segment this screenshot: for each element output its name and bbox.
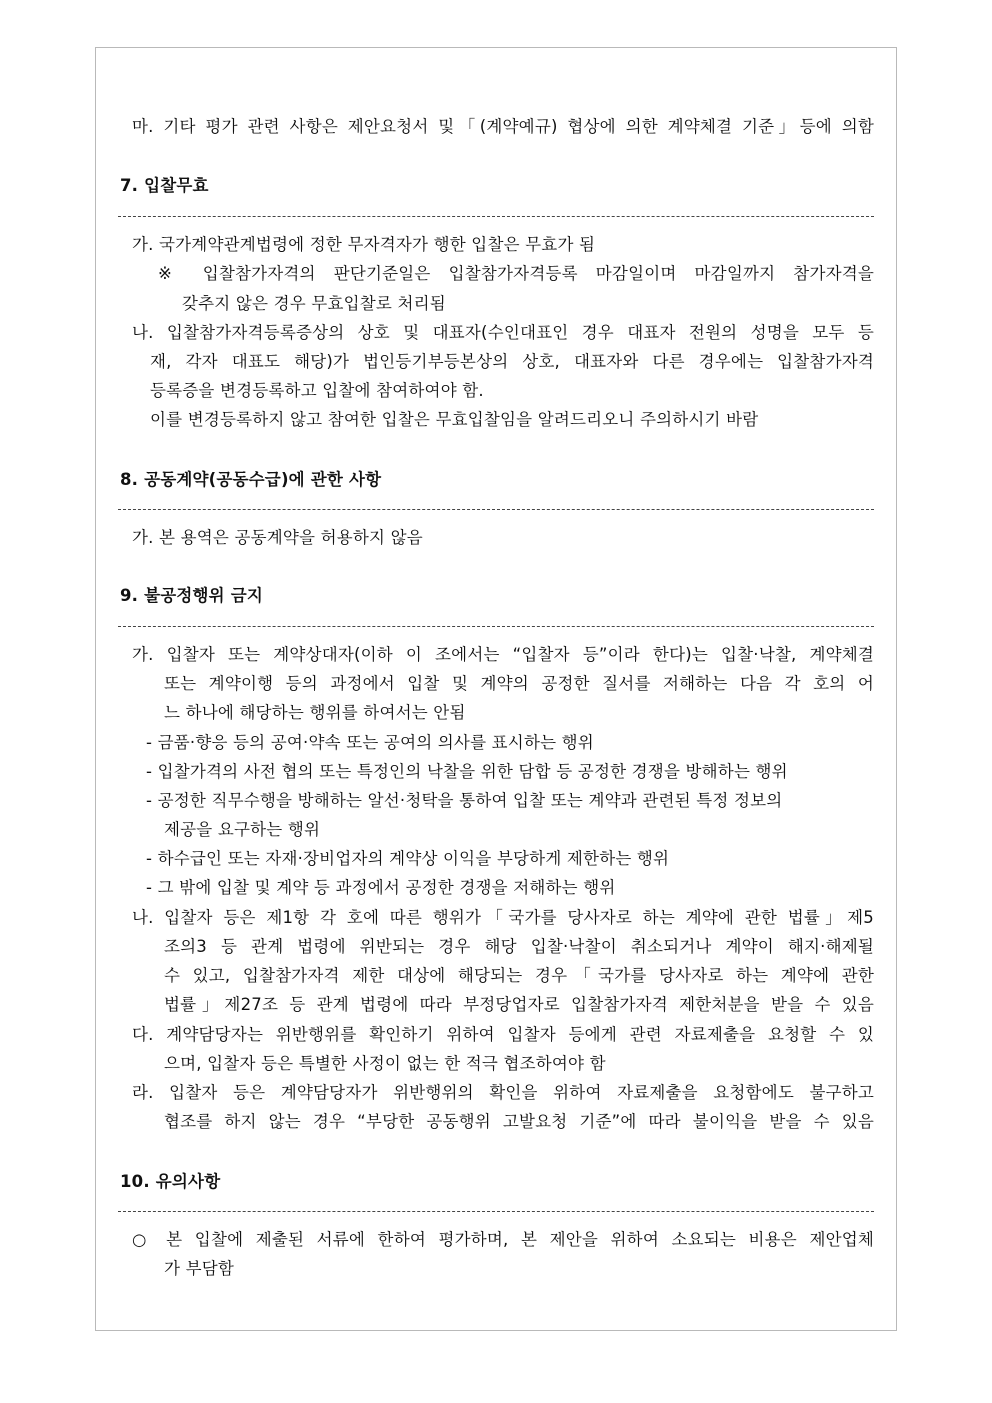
section9-item-na-line4: 법률」제27조 등 관계 법령에 따라 부정당업자로 입찰참가자격 제한처분을 받을 수 있음 [164, 995, 874, 1014]
section10-item-line2: 가 부담함 [164, 1259, 235, 1278]
section10-divider [118, 1211, 874, 1212]
section9-bullet-5: - 그 밖에 입찰 및 계약 등 과정에서 공정한 경쟁을 저해하는 행위 [146, 878, 616, 897]
section9-bullet-2: - 입찰가격의 사전 협의 또는 특정인의 낙찰을 위한 담합 등 공정한 경쟁을 방해하는 행위 [146, 762, 788, 781]
section8-heading: 8. 공동계약(공동수급)에 관한 사항 [120, 470, 382, 489]
section9-divider [118, 626, 874, 627]
item-ma: 마. 기타 평가 관련 사항은 제안요청서 및「(계약예규) 협상에 의한 계약체결 기준」등에 의함 [132, 117, 874, 136]
section9-bullet-3-line2: 제공을 요구하는 행위 [164, 820, 321, 839]
section7-item-na-line2: 재, 각자 대표도 해당)가 법인등기부등본상의 상호, 대표자와 다른 경우에는 입찰참가자격 [150, 352, 874, 371]
section9-item-da-line2: 으며, 입찰자 등은 특별한 사정이 없는 한 적극 협조하여야 함 [164, 1054, 606, 1073]
section8-item-ga: 가. 본 용역은 공동계약을 허용하지 않음 [132, 528, 423, 547]
section7-item-ga: 가. 국가계약관계법령에 정한 무자격자가 행한 입찰은 무효가 됨 [132, 235, 596, 254]
section8-divider [118, 509, 874, 510]
section10-heading: 10. 유의사항 [120, 1172, 221, 1191]
section9-item-ra-line2: 협조를 하지 않는 경우 “부당한 공동행위 고발요청 기준”에 따라 불이익을 받을 수 있음 [164, 1112, 874, 1131]
section7-heading: 7. 입찰무효 [120, 176, 209, 195]
section9-heading: 9. 불공정행위 금지 [120, 586, 264, 605]
section9-bullet-1: - 금품·향응 등의 공여·약속 또는 공여의 의사를 표시하는 행위 [146, 733, 594, 752]
section7-item-na-line4: 이를 변경등록하지 않고 참여한 입찰은 무효입찰임을 알려드리오니 주의하시기 바람 [150, 410, 759, 429]
section9-item-na-line2: 조의3 등 관계 법령에 위반되는 경우 해당 입찰·낙찰이 취소되거나 계약이 해지·해제될 [164, 937, 874, 956]
section7-item-na-line1: 나. 입찰참가자격등록증상의 상호 및 대표자(수인대표인 경우 대표자 전원의 성명을 모두 등 [132, 323, 874, 342]
section9-item-ra-line1: 라. 입찰자 등은 계약담당자가 위반행위의 확인을 위하여 자료제출을 요청함에도 불구하고 [132, 1083, 874, 1102]
document-page [95, 47, 897, 1331]
section9-item-ga-line2: 또는 계약이행 등의 과정에서 입찰 및 계약의 공정한 질서를 저해하는 다음 각 호의 어 [164, 674, 874, 693]
section7-divider [118, 216, 874, 217]
section7-note-line1: ※ 입찰참가자격의 판단기준일은 입찰참가자격등록 마감일이며 마감일까지 참가자격을 [158, 264, 874, 283]
section9-item-da-line1: 다. 계약담당자는 위반행위를 확인하기 위하여 입찰자 등에게 관련 자료제출을 요청할 수 있 [132, 1025, 874, 1044]
section9-item-na-line3: 수 있고, 입찰참가자격 제한 대상에 해당되는 경우「국가를 당사자로 하는 계약에 관한 [164, 966, 874, 985]
section10-item-line1: ○ 본 입찰에 제출된 서류에 한하여 평가하며, 본 제안을 위하여 소요되는 비용은 제안업체 [132, 1230, 874, 1249]
section7-item-na-line3: 등록증을 변경등록하고 입찰에 참여하여야 함. [150, 381, 484, 400]
section9-item-na-line1: 나. 입찰자 등은 제1항 각 호에 따른 행위가「국가를 당사자로 하는 계약에 관한 법률」제5 [132, 908, 874, 927]
section9-item-ga-line3: 느 하나에 해당하는 행위를 하여서는 안됨 [164, 703, 466, 722]
section9-bullet-3-line1: - 공정한 직무수행을 방해하는 알선·청탁을 통하여 입찰 또는 계약과 관련된 특정 정보의 [146, 791, 783, 810]
section9-bullet-4: - 하수급인 또는 자재·장비업자의 계약상 이익을 부당하게 제한하는 행위 [146, 849, 670, 868]
section9-item-ga-line1: 가. 입찰자 또는 계약상대자(이하 이 조에서는 “입찰자 등”이라 한다)는 입찰·낙찰, 계약체결 [132, 645, 874, 664]
section7-note-line2: 갖추지 않은 경우 무효입찰로 처리됨 [182, 294, 446, 313]
